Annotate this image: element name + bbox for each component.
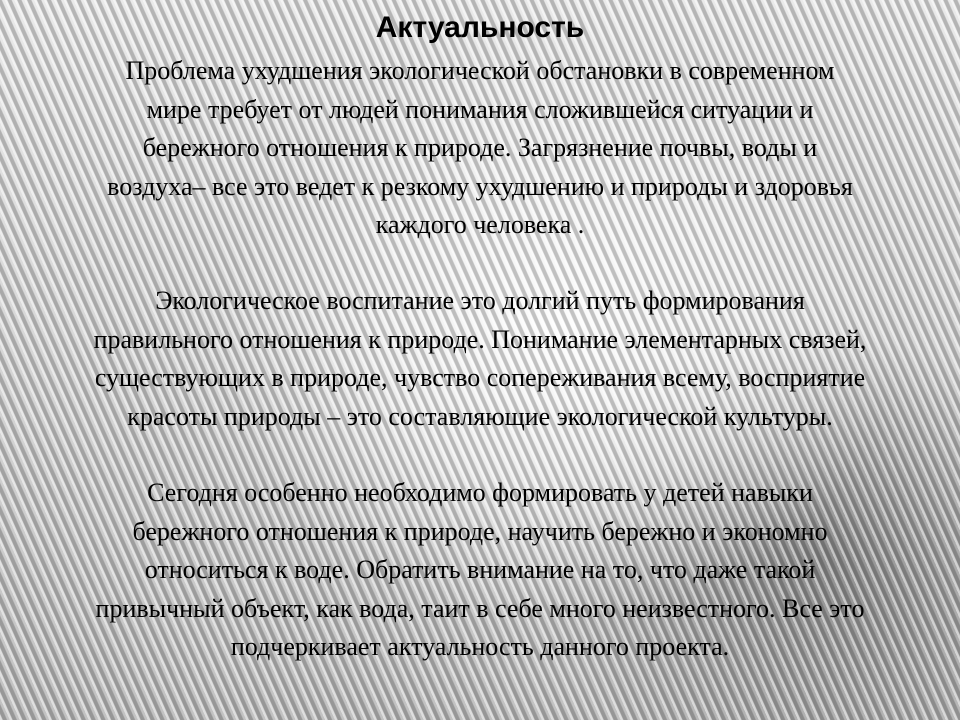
text-line: красоты природы – это составляющие экологической культуры.	[127, 401, 833, 431]
text-line: существующих в природе, чувство сопереживания всему, восприятие	[94, 363, 866, 392]
paragraph-project-relevance	[8, 474, 952, 667]
text-line: подчеркивает актуальность данного проекта.	[230, 632, 730, 661]
text-line: каждого человека .	[375, 210, 585, 239]
text-line: правильного отношения к природе. Понимание элементарных связей,	[93, 324, 867, 354]
text-line: Проблема ухудшения экологической обстановки в современном	[125, 56, 835, 85]
text-line: привычный объект, как вода, таит в себе много неизвестного. Все это	[95, 593, 865, 623]
text-line: мире требует от людей понимания сложившейся ситуации и	[146, 94, 814, 124]
text-line: Сегодня особенно необходимо формировать у детей навыки	[147, 478, 813, 507]
text-line: относиться к воде. Обратить внимание на то, что даже такой	[144, 555, 816, 584]
paragraph-relevance-problem	[8, 52, 952, 245]
slide-title: Актуальность	[375, 11, 585, 44]
paragraph-ecological-education	[8, 282, 952, 436]
text-line: воздуха– все это ведет к резкому ухудшению и природы и здоровья	[107, 171, 853, 201]
text-line: Экологическое воспитание это долгий путь формирования	[155, 286, 805, 315]
text-line: бережного отношения к природе. Загрязнение почвы, воды и	[142, 133, 818, 162]
text-line: бережного отношения к природе, научить бережно и экономно	[132, 516, 828, 546]
